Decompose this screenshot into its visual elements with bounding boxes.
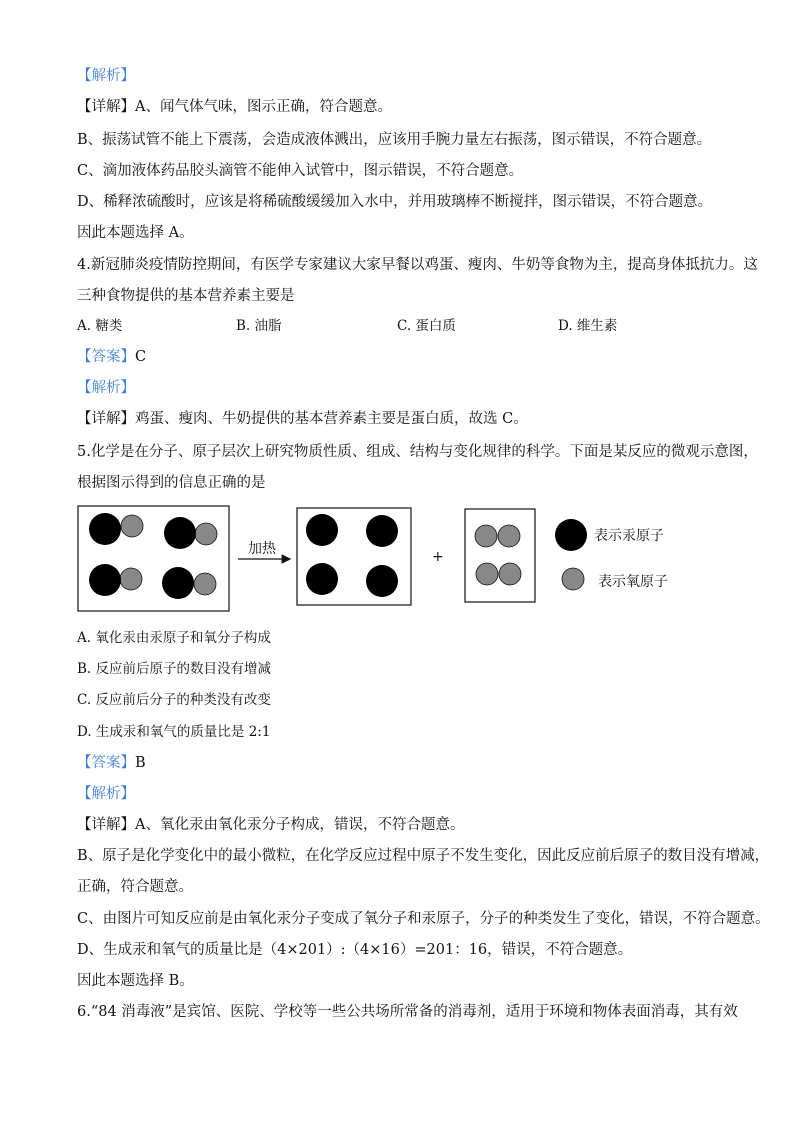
question-4-stem-cont: 三种食物提供的基本营养素主要是 [77,288,295,304]
mercury-oxide-molecule [164,517,217,549]
mercury-atom [162,567,194,599]
explanation-line: 【详解】A、闻气体气味，图示正确，符合题意。 [77,99,392,115]
legend-oxygen-symbol [562,568,584,590]
explanation-line: C、由图片可知反应前是由氧化汞分子变成了氧分子和汞原子，分子的种类发生了变化，错误，不符合题意。 [77,911,770,927]
mercury-atom [366,515,398,547]
answer-label: 【答案】 [77,349,135,365]
mercury-oxide-molecule [89,513,143,545]
oxygen-molecule [475,525,520,547]
oxygen-atom [194,573,216,595]
mercury-atom [89,564,121,596]
q5-option-c: C. 反应前后分子的种类没有改变 [77,692,271,708]
q5-option-a: A. 氧化汞由汞原子和氧分子构成 [77,630,271,646]
q4-option-d: D. 维生素 [558,318,618,334]
answer-label: 【答案】 [77,755,135,771]
q5-option-d: D. 生成汞和氧气的质量比是 2:1 [77,724,271,740]
explanation-line: B、振荡试管不能上下震荡，会造成液体溅出，应该用手腕力量左右振荡，图示错误，不符合题意。 [77,132,712,148]
answer-value: C [135,349,147,365]
q4-option-b: B. 油脂 [236,318,282,334]
q4-option-a: A. 糖类 [77,318,123,334]
question-6-stem: 6.“84 消毒液”是宾馆、医院、学校等一些公共场所常备的消毒剂，适用于环境和物体表面消毒，其有效 [77,1004,738,1020]
oxygen-atom [195,523,217,545]
mercury-atom [164,517,196,549]
explanation-line: D、稀释浓硫酸时，应该是将稀硫酸缓缓加入水中，并用玻璃棒不断搅拌，图示错误，不符合题意。 [77,194,713,210]
explanation-line: B、原子是化学变化中的最小微粒，在化学反应过程中原子不发生变化，因此反应前后原子的数目没有增减， [77,848,770,864]
heat-label: 加热 [248,541,276,557]
mercury-atom [306,563,338,595]
explanation-line: C、滴加液体药品胶头滴管不能伸入试管中，图示错误，不符合题意。 [77,163,524,179]
mercury-atom [89,513,121,545]
explanation-line: D、生成汞和氧气的质量比是（4×201）:（4×16）=201：16，错误，不符合题意。 [77,942,633,958]
plus-sign: + [432,549,444,565]
oxygen-atom [498,525,520,547]
oxygen-atom [499,563,521,585]
legend-oxygen-label: 表示氧原子 [598,574,668,590]
question-5-stem-cont: 根据图示得到的信息正确的是 [77,475,266,491]
mercury-oxide-molecule [162,567,216,599]
explanation-line: 正确，符合题意。 [77,879,193,895]
question-4-stem: 4.新冠肺炎疫情防控期间，有医学专家建议大家早餐以鸡蛋、瘦肉、牛奶等食物为主，提高身体抵抗力。这 [77,257,758,273]
oxygen-atom [120,568,142,590]
answer-line [77,347,737,367]
oxygen-atom [475,525,497,547]
conclusion-line: 因此本题选择 B。 [77,973,194,989]
explanation-line: 【详解】鸡蛋、瘦肉、牛奶提供的基本营养素主要是蛋白质，故选 C。 [77,411,528,427]
q5-option-b: B. 反应前后原子的数目没有增减 [77,661,272,677]
product-box-oxygen [465,509,535,602]
analysis-label: 【解析】 [77,68,135,84]
mercury-atom [366,565,398,597]
reaction-diagram [76,503,716,615]
conclusion-line: 因此本题选择 A。 [77,225,194,241]
legend-mercury-label: 表示汞原子 [594,528,664,544]
answer-line [77,753,737,773]
legend-mercury-symbol [555,519,587,551]
explanation-line: 【详解】A、氧化汞由氧化汞分子构成，错误，不符合题意。 [77,817,465,833]
analysis-label: 【解析】 [77,786,135,802]
reaction-diagram-svg [76,503,716,615]
oxygen-atom [121,515,143,537]
mercury-oxide-molecule [89,564,142,596]
question-5-stem: 5.化学是在分子、原子层次上研究物质性质、组成、结构与变化规律的科学。下面是某反应的微观示意图， [77,444,758,460]
oxygen-molecule [476,563,521,585]
answer-value: B [135,755,146,771]
mercury-atom [306,514,338,546]
analysis-label: 【解析】 [77,380,135,396]
q4-option-c: C. 蛋白质 [397,318,456,334]
oxygen-atom [476,563,498,585]
